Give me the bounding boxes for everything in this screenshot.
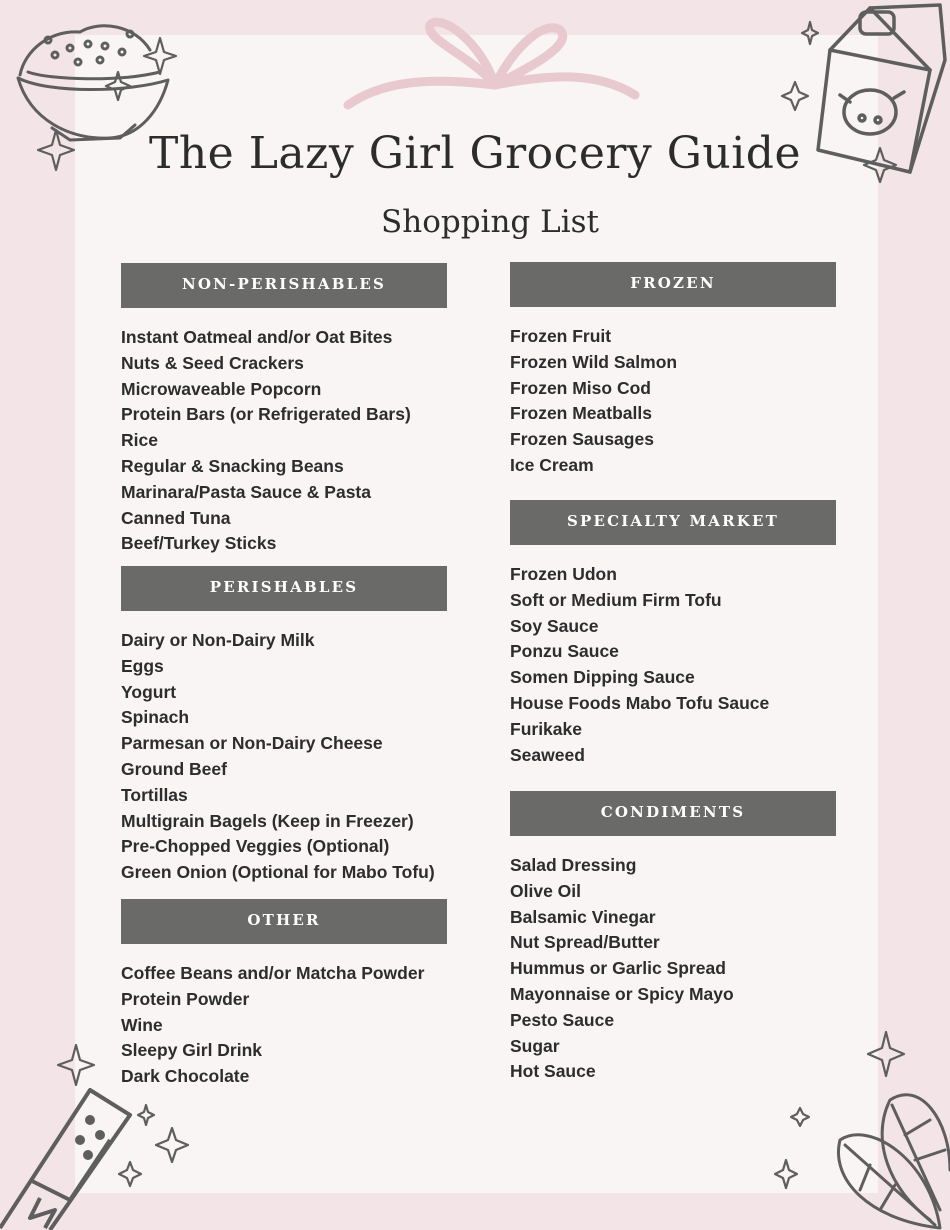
list-item: Wine <box>121 1014 163 1035</box>
section-header-frozen: FROZEN <box>510 262 836 307</box>
list-item: Instant Oatmeal and/or Oat Bites <box>121 327 393 347</box>
section-header-specialty-market: SPECIALTY MARKET <box>510 500 836 545</box>
section-header-other: OTHER <box>121 899 447 944</box>
list-item: Ponzu Sauce <box>510 641 619 662</box>
page-subtitle: Shopping List <box>381 204 599 240</box>
page-title: The Lazy Girl Grocery Guide <box>149 128 801 179</box>
list-perishables <box>121 628 435 886</box>
list-item: Rice <box>121 430 158 451</box>
list-item: Pesto Sauce <box>510 1009 615 1030</box>
list-item: Soft or Medium Firm Tofu <box>510 589 722 610</box>
section-header-condiments: CONDIMENTS <box>510 791 836 836</box>
list-item: Multigrain Bagels (Keep in Freezer) <box>121 810 414 831</box>
list-item: Frozen Udon <box>510 564 617 584</box>
list-item: Somen Dipping Sauce <box>510 667 695 688</box>
list-item: Olive Oil <box>510 880 581 901</box>
list-item: Frozen Wild Salmon <box>510 351 678 372</box>
list-item: Seaweed <box>510 744 585 765</box>
list-item: Yogurt <box>121 681 177 702</box>
list-item: Regular & Snacking Beans <box>121 455 344 476</box>
list-item: Furikake <box>510 718 582 739</box>
list-item: Beef/Turkey Sticks <box>121 533 277 554</box>
list-frozen <box>510 324 677 479</box>
list-item: Frozen Sausages <box>510 429 654 450</box>
list-item: Frozen Meatballs <box>510 403 652 424</box>
list-item: Eggs <box>121 655 164 676</box>
list-item: Sugar <box>510 1035 560 1056</box>
list-item: Dark Chocolate <box>121 1066 250 1087</box>
list-item: Coffee Beans and/or Matcha Powder <box>121 963 425 983</box>
list-item: Parmesan or Non-Dairy Cheese <box>121 733 383 754</box>
list-item: Protein Bars (or Refrigerated Bars) <box>121 404 411 425</box>
list-item: Hummus or Garlic Spread <box>510 958 726 979</box>
section-header-non-perishables: NON-PERISHABLES <box>121 263 447 308</box>
section-header-perishables: PERISHABLES <box>121 566 447 611</box>
list-item: Ground Beef <box>121 758 227 779</box>
list-item: Green Onion (Optional for Mabo Tofu) <box>121 862 435 883</box>
list-item: Ice Cream <box>510 454 594 475</box>
list-item: Mayonnaise or Spicy Mayo <box>510 983 734 1004</box>
list-item: Canned Tuna <box>121 507 231 528</box>
list-item: Microwaveable Popcorn <box>121 378 322 399</box>
list-item: House Foods Mabo Tofu Sauce <box>510 692 770 713</box>
list-item: Salad Dressing <box>510 855 637 875</box>
list-item: Frozen Miso Cod <box>510 377 651 398</box>
list-condiments <box>510 853 734 1085</box>
list-item: Frozen Fruit <box>510 326 612 346</box>
list-item: Spinach <box>121 707 190 728</box>
list-item: Nut Spread/Butter <box>510 932 660 953</box>
list-item: Hot Sauce <box>510 1061 596 1082</box>
list-item: Marinara/Pasta Sauce & Pasta <box>121 481 371 502</box>
list-item: Sleepy Girl Drink <box>121 1040 263 1061</box>
list-item: Nuts & Seed Crackers <box>121 352 304 373</box>
list-item: Dairy or Non-Dairy Milk <box>121 630 315 650</box>
list-item: Pre-Chopped Veggies (Optional) <box>121 836 390 857</box>
list-item: Balsamic Vinegar <box>510 906 656 927</box>
list-item: Tortillas <box>121 784 188 805</box>
list-item: Protein Powder <box>121 988 250 1009</box>
list-specialty-market <box>510 562 769 768</box>
list-item: Soy Sauce <box>510 615 599 636</box>
list-non-perishables <box>121 325 411 557</box>
list-other <box>121 961 424 1090</box>
